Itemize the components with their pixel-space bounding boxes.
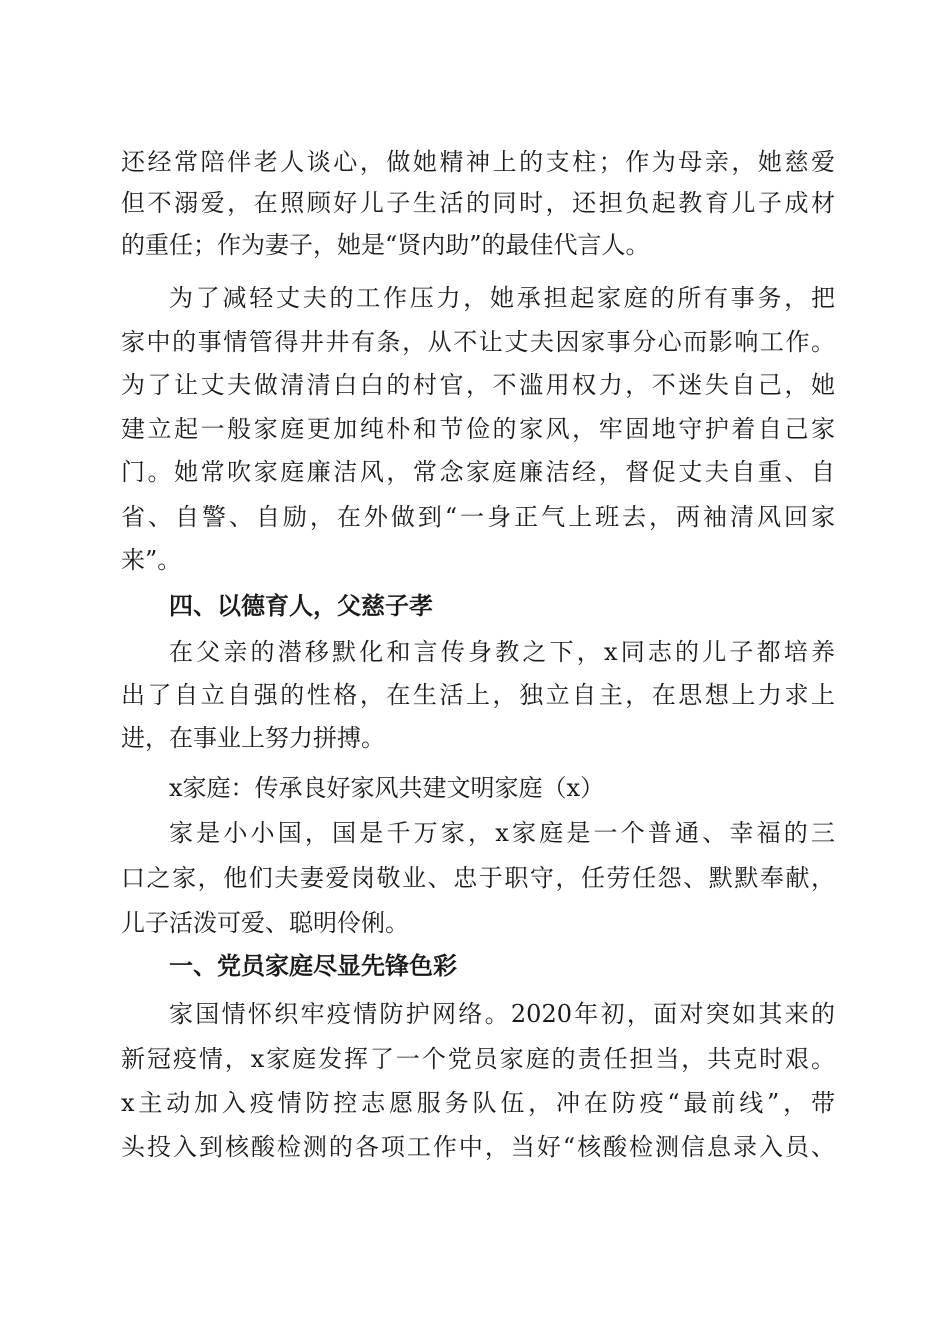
paragraph-line: 还经常陪伴老人谈心，做她精神上的支柱；作为母亲，她慈爱 (121, 148, 835, 176)
paragraph-line: 出了自立自强的性格，在生活上，独立自主，在思想上力求上 (121, 681, 835, 709)
paragraph-line: 来”。 (121, 546, 182, 574)
article-title: x家庭：传承良好家风共建文明家庭（x） (169, 774, 605, 802)
section-heading: 一、党员家庭尽显先锋色彩 (169, 951, 457, 980)
paragraph-line: 口之家，他们夫妻爱岗敬业、忠于职守，任劳任怨、默默奉献， (121, 864, 835, 892)
paragraph-line: 的重任；作为妻子，她是“贤内助”的最佳代言人。 (121, 231, 650, 259)
paragraph-line: 头投入到核酸检测的各项工作中，当好“核酸检测信息录入员、 (121, 1133, 835, 1161)
paragraph-line: 门。她常吹家庭廉洁风，常念家庭廉洁经，督促丈夫自重、自 (121, 458, 835, 486)
paragraph-line: 省、自警、自励，在外做到“一身正气上班去，两袖清风回家 (121, 503, 835, 531)
paragraph-line: 为了让丈夫做清清白白的村官，不滥用权力，不迷失自己，她 (121, 371, 835, 399)
paragraph-line: 但不溺爱，在照顾好儿子生活的同时，还担负起教育儿子成材 (121, 189, 835, 217)
paragraph-line: 建立起一般家庭更加纯朴和节俭的家风，牢固地守护着自己家 (121, 415, 835, 443)
paragraph-line: 为了减轻丈夫的工作压力，她承担起家庭的所有事务，把 (169, 284, 835, 312)
paragraph-line: 家中的事情管得井井有条，从不让丈夫因家事分心而影响工作。 (121, 328, 835, 356)
paragraph-line: 儿子活泼可爱、聪明伶俐。 (121, 909, 409, 937)
paragraph-line: x主动加入疫情防控志愿服务队伍，冲在防疫“最前线”，带 (121, 1089, 835, 1117)
paragraph-line: 新冠疫情，x家庭发挥了一个党员家庭的责任担当，共克时艰。 (121, 1045, 835, 1073)
paragraph-line: 家是小小国，国是千万家，x家庭是一个普通、幸福的三 (169, 819, 835, 847)
paragraph-line: 在父亲的潜移默化和言传身教之下，x同志的儿子都培养 (169, 638, 835, 666)
section-heading: 四、以德育人，父慈子孝 (169, 591, 433, 620)
paragraph-line: 家国情怀织牢疫情防护网络。2020年初，面对突如其来的 (169, 1000, 835, 1028)
paragraph-line: 进，在事业上努力拼搏。 (121, 724, 385, 752)
